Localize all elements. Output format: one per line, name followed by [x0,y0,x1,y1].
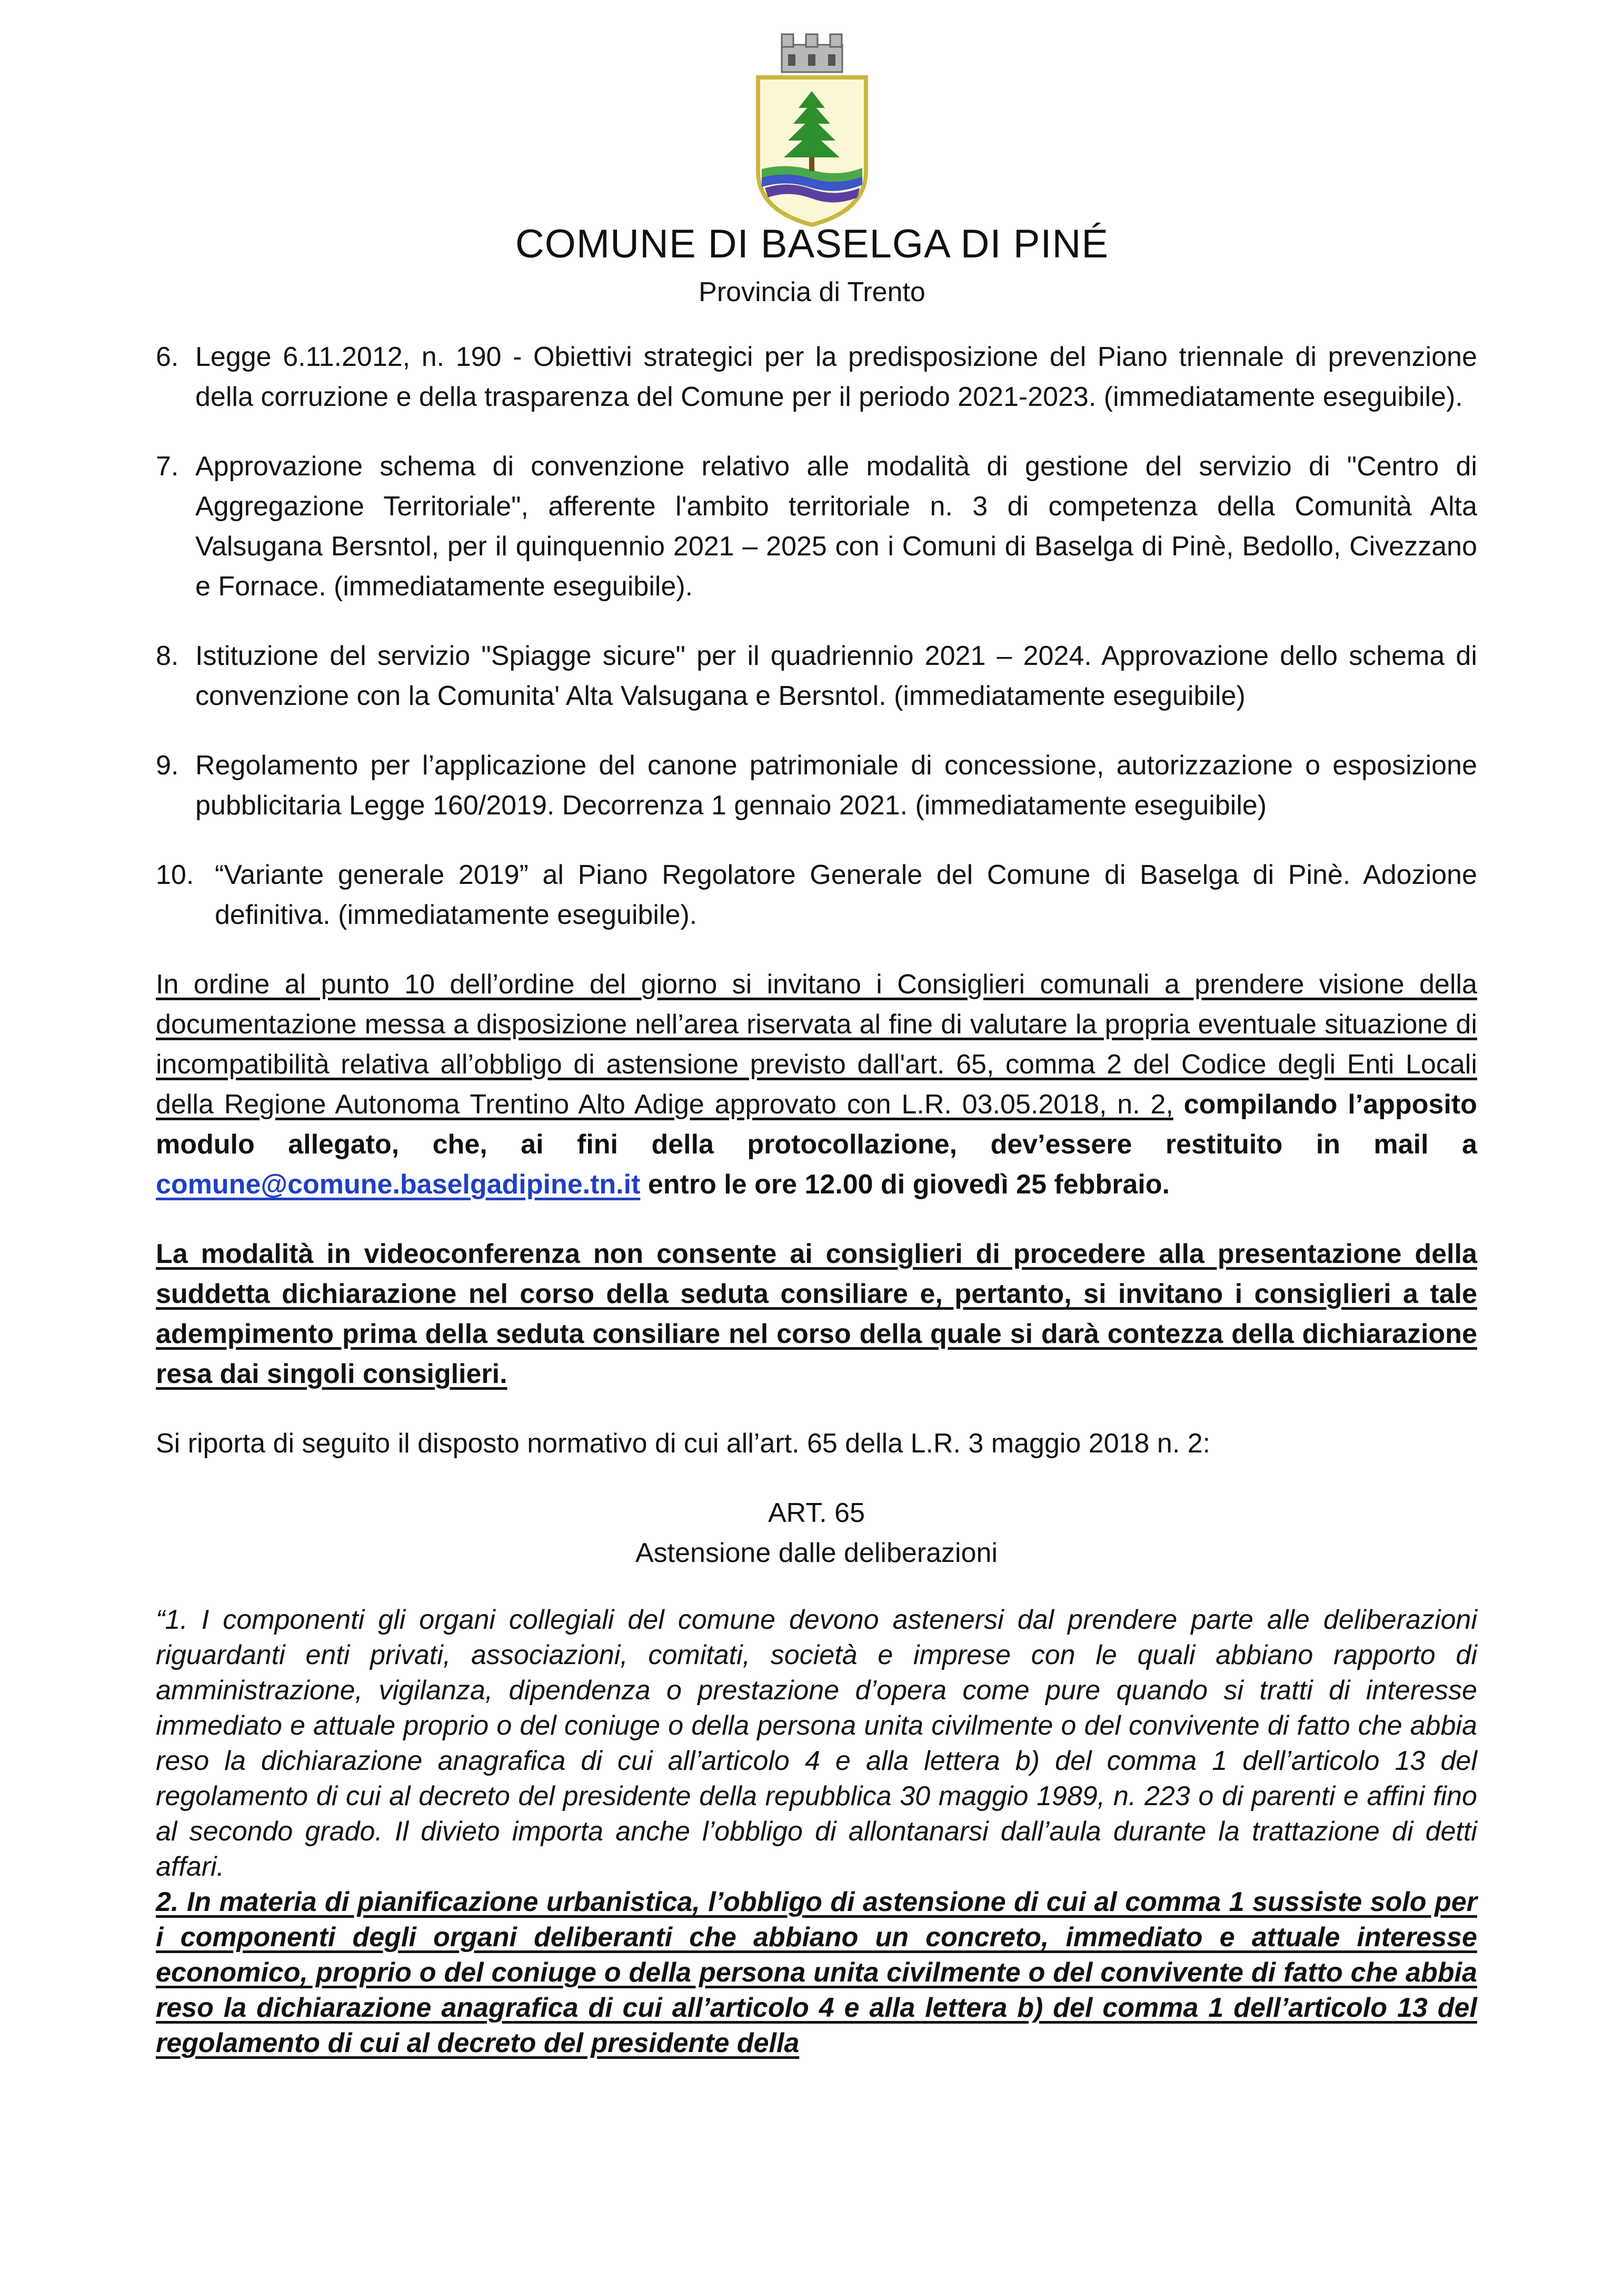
crown [782,34,842,72]
municipal-coat-of-arms [750,29,874,229]
article-number: ART. 65 [768,1498,865,1528]
agenda-item [156,636,1477,716]
article-paragraph-1: “1. I componenti gli organi collegiali del comune devono astenersi dal prendere parte alle deliberazioni riguardanti enti privati, associazioni, comitati, società e imprese con le quali abbiano rapporto di amministrazione, vigilanza, dipendenza o prestazione d’opera come pure quando si tratti di interesse immediato e attuale proprio o del coniuge o della persona unita civilmente o del convivente di fatto che abbia reso la dichiarazione anagrafica di cui all’articolo 4 e alla lettera b) del comma 1 dell’articolo 13 del regolamento di cui al decreto del presidente della repubblica 30 maggio 1989, n. 223 o di parenti e affini fino al secondo grado. Il divieto importa anche l’obbligo di allontanarsi dall’aula durante la trattazione di detti affari. [156,1605,1477,1882]
notice-bold-text: compilando l’apposito modulo allegato, che, ai fini della protocollazione, dev’essere restituito in mail a [156,1089,1477,1160]
agenda-item [156,855,1477,935]
article-paragraph-2: 2. In materia di pianificazione urbanistica, l’obbligo di astensione di cui al comma 1 sussiste solo per i componenti degli organi deliberanti che abbiano un concreto, immediato e attuale interesse economico, proprio o del coniuge o della persona unita civilmente o del convivente di fatto che abbia reso la dichiarazione anagrafica di cui all’articolo 4 e alla lettera b) del comma 1 dell’articolo 13 del regolamento di cui al decreto del presidente della [156,1887,1477,2058]
agenda-item-text: Approvazione schema di convenzione relativo alle modalità di gestione del servizio di "Centro di Aggregazione Territoriale", afferente l'ambito territoriale n. 3 di competenza della Comunità Alta Valsugana Bersntol, per il quinquennio 2021 – 2025 con i Comuni di Baselga di Pinè, Bedollo, Civezzano e Fornace. (immediatamente eseguibile). [195,451,1477,602]
agenda-item-number: 7. [156,451,179,482]
agenda-item-number: 10. [156,860,194,890]
agenda-item [156,337,1477,417]
agenda-item-number: 9. [156,750,179,781]
province-subtitle: Provincia di Trento [699,277,925,307]
article-intro: Si riporta di seguito il disposto normativo di cui all’art. 65 della L.R. 3 maggio 2018 n. 2: [156,1428,1211,1459]
agenda-item-number: 6. [156,342,179,372]
agenda-item-text: Legge 6.11.2012, n. 190 - Obiettivi strategici per la predisposizione del Piano triennale di prevenzione della corruzione e della trasparenza del Comune per il periodo 2021-2023. (immediatamente eseguibile). [195,342,1477,412]
article-title: Astensione dalle deliberazioni [635,1538,998,1568]
agenda-item-number: 8. [156,641,179,671]
incompatibility-notice [156,964,1477,1204]
agenda-item-text: “Variante generale 2019” al Piano Regolatore Generale del Comune di Baselga di Pinè. Adozione definitiva. (immediatamente eseguibile). [215,860,1477,930]
agenda-item-text: Istituzione del servizio "Spiagge sicure" per il quadriennio 2021 – 2024. Approvazione dello schema di convenzione con la Comunita' Alta Valsugana e Bersntol. (immediatamente eseguibile) [195,641,1477,711]
agenda-item [156,446,1477,606]
agenda-item [156,745,1477,825]
notice-underlined-text: In ordine al punto 10 dell’ordine del giorno si invitano i Consiglieri comunali a prendere visione della documentazione messa a disposizione nell’area riservata al fine di valutare la propria eventuale situazione di incompatibilità relativa all’obbligo di astensione previsto dall'art. 65, comma 2 del Codice degli Enti Locali della Regione Autonoma Trentino Alto Adige approvato con L.R. 03.05.2018, n. 2, [156,969,1477,1120]
videoconference-notice: La modalità in videoconferenza non consente ai consiglieri di procedere alla presentazione della suddetta dichiarazione nel corso della seduta consiliare e, pertanto, si invitano i consiglieri a tale adempimento prima della seduta consiliare nel corso della quale si darà contezza della dichiarazione resa dai singoli consiglieri. [156,1239,1477,1389]
email-link[interactable]: comune@comune.baselgadipine.tn.it [156,1169,641,1200]
agenda-item-text: Regolamento per l’applicazione del canone patrimoniale di concessione, autorizzazione o esposizione pubblicitaria Legge 160/2019. Decorrenza 1 gennaio 2021. (immediatamente eseguibile) [195,750,1477,821]
notice-deadline-text: entro le ore 12.00 di giovedì 25 febbraio. [640,1169,1170,1200]
municipality-title: COMUNE DI BASELGA DI PINÉ [515,222,1109,266]
document-body [156,337,1477,2061]
